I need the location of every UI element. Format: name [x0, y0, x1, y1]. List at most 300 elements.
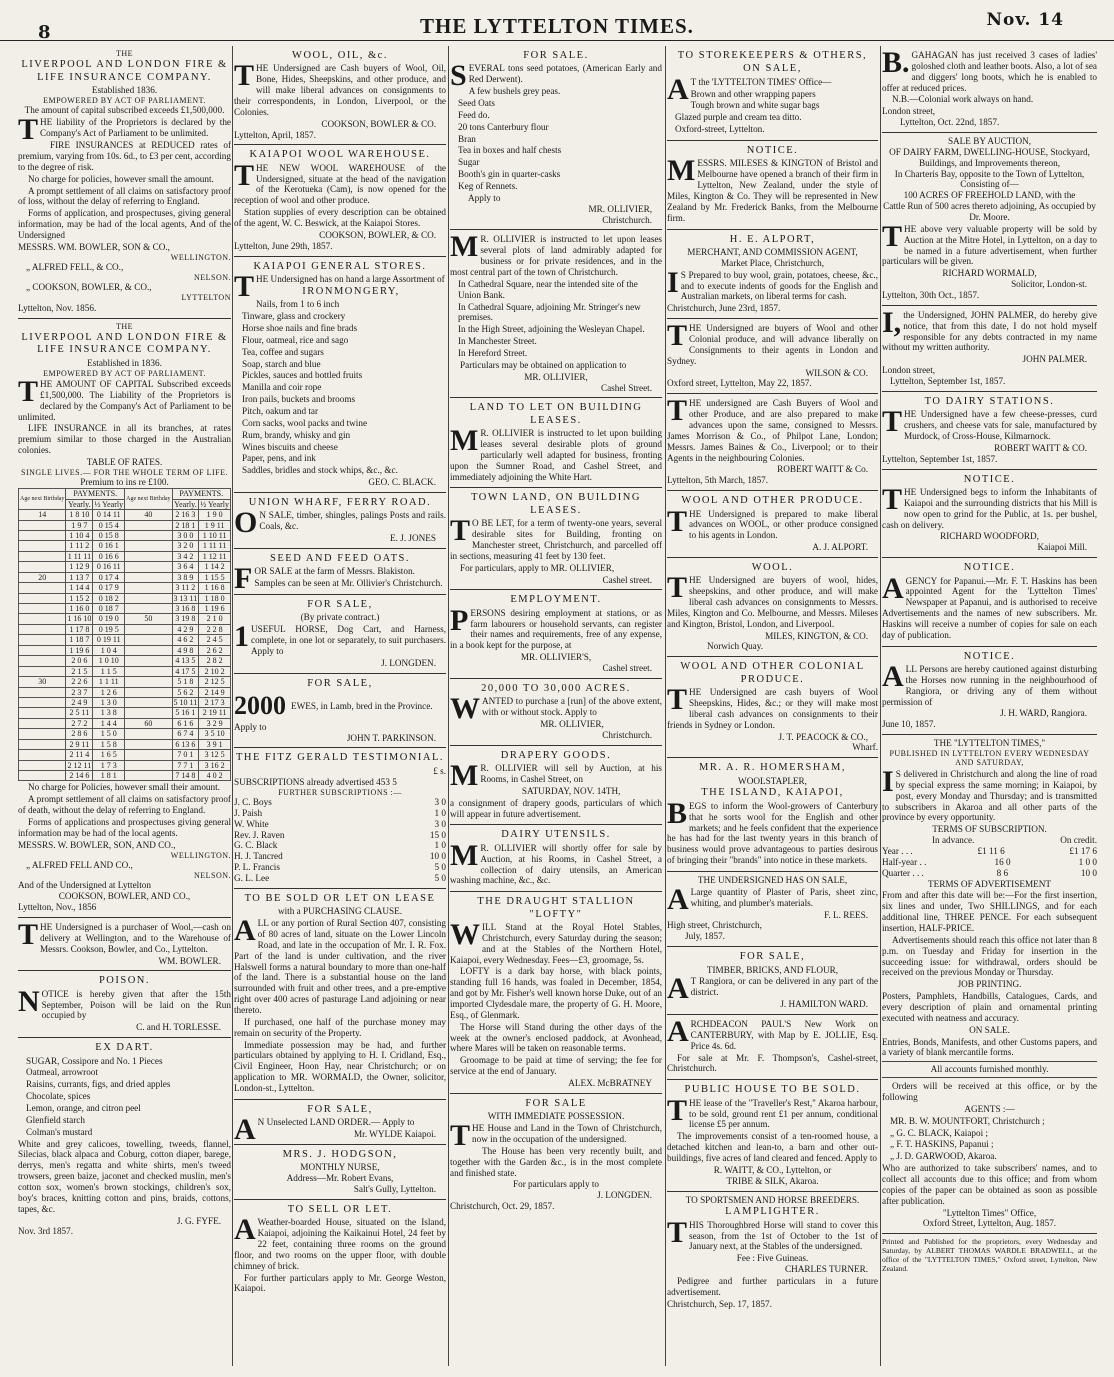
list-item: Soap, starch and blue — [242, 358, 321, 369]
rate-row — [19, 562, 231, 572]
rate-row — [19, 750, 231, 760]
rate-cell — [125, 562, 172, 572]
ad-text: MR. OLLIVIER will shortly offer for sale by Auction, at his Rooms, in Cashel Street, a collection of dairy utensils, an American washing machine, &c., &c. — [450, 838, 662, 886]
ad-subtitle: WITH IMMEDIATE POSSESSION. — [487, 1111, 625, 1122]
ad-title: H. E. ALPORT, — [729, 233, 816, 245]
insurance-ad-1 — [18, 46, 231, 319]
ad-signature: JOHN PALMER. — [1022, 354, 1087, 365]
auction-dairy-ad — [882, 133, 1097, 306]
column-3 — [450, 46, 662, 1366]
rate-cell: 1 6 5 — [93, 750, 125, 760]
list-item: Oxford-street, Lyttelton. — [675, 124, 765, 135]
ad-text: Station supplies of every description can be obtained of the agent, W. C. Beswick, at the Kaiapoi Stores. — [234, 207, 446, 229]
ad-text: For particulars apply to — [513, 1179, 599, 1190]
ad-signature: J. G. FYFE. — [176, 1215, 221, 1226]
list-item: Glazed purple and cream tea ditto. — [675, 112, 802, 123]
rate-cell: 1 2 6 — [93, 687, 125, 697]
ad-title: EX DART. — [95, 1042, 154, 1054]
ad-text: All accounts furnished monthly. — [882, 1061, 1097, 1078]
ad-text: White and grey calicoes, towelling, tweeds, flannel, Silecias, black alpaca and Coburg, cotton diaper, barege, derrys, men's regatta and white shirts, men's tweed trowsers, green baize, jaconet and checked muslin, men's cotton sox, women's brown stockings, children's sox, boy's braces, knitting cotton and pins, braids, cottons, tapes, &c. — [18, 1138, 231, 1214]
rate-cell: 2 2 6 — [66, 677, 93, 687]
table-sub: SINGLE LIVES.— FOR THE WHOLE TERM OF LIFE. — [21, 467, 228, 477]
rate-cell: 7 7 1 — [172, 760, 199, 770]
subscriber-amount: 5 0 — [434, 873, 446, 884]
ad-title: KAIAPOI WOOL WAREHOUSE. — [249, 149, 431, 161]
ad-date: Lyttelton, September 1st, 1857. — [882, 453, 998, 464]
lyttelton-times-ad — [882, 735, 1097, 1234]
rate-cell: 3 16 2 — [199, 760, 231, 770]
subscription-row — [234, 819, 446, 830]
ad-title: THE FITZ GERALD TESTIMONIAL. — [235, 752, 445, 764]
rate-cell: 6 7 4 — [172, 729, 199, 739]
rate-row — [19, 666, 231, 676]
rate-cell — [19, 635, 66, 645]
rate-cell: 2 11 4 — [66, 750, 93, 760]
ad-address: Salt's Gully, Lyttelton. — [353, 1184, 436, 1195]
rate-row — [19, 771, 231, 781]
subscriber-name: J. C. Boys — [234, 797, 272, 808]
storekeepers-ad — [667, 46, 878, 141]
ad-text: ALarge quantity of Plaster of Paris, sheet zinc, whiting, and plumber's materials. — [667, 882, 878, 916]
rate-cell — [19, 739, 66, 749]
ad-date: Oxford street, Lyttelton, May 22, 1857. — [667, 378, 812, 389]
rate-row — [19, 510, 231, 520]
rate-cell — [125, 593, 172, 603]
ad-title: FOR SALE. — [523, 50, 589, 61]
rate-cell: 0 16 6 — [93, 551, 125, 561]
ad-signature: J. H. WARD, Rangiora. — [1000, 708, 1087, 719]
rate-cell: 2 14 6 — [66, 771, 93, 781]
ad-signature: WILSON & CO. — [805, 367, 868, 378]
rate-cell: 3 4 2 — [172, 551, 199, 561]
terms-cell: 8 6 — [996, 867, 1009, 878]
ad-text: THE liability of the Proprietors is declared by the Company's Act of Parliament to be unlimited. — [18, 113, 231, 147]
rate-table-header: Yearly. — [66, 499, 93, 509]
rate-cell: 2 1 0 — [199, 614, 231, 624]
rate-cell: 2 6 2 — [199, 645, 231, 655]
list-item: Feed do. — [458, 109, 490, 120]
rate-cell — [19, 687, 66, 697]
rate-cell: 50 — [125, 614, 172, 624]
rate-cell — [125, 530, 172, 540]
rate-row — [19, 677, 231, 687]
ad-text: THE lease of the "Traveller's Rest," Akaroa harbour, to be sold, ground rent £1 per annum, conditional license £5 per annum. — [667, 1093, 878, 1130]
ad-signature: TRIBE & SILK, Akaroa. — [726, 1175, 819, 1186]
rate-cell — [125, 572, 172, 582]
agent-line: „ ALFRED FELL AND CO., — [26, 860, 133, 871]
list-item: Manilla and coir rope — [242, 382, 322, 393]
terms-cell: Quarter . . . — [882, 867, 924, 878]
ad-title: LIVERPOOL AND LONDON FIRE & LIFE INSURANCE COMPANY. — [21, 331, 228, 356]
newspaper-title: THE LYTTELTON TIMES. — [420, 14, 694, 38]
rate-cell: 4 0 2 — [199, 771, 231, 781]
ad-subtitle: TIMBER, BRICKS, AND FLOUR, — [706, 964, 839, 975]
town-land-ad — [450, 488, 662, 590]
rate-table-age-header: Age next Birthday — [125, 489, 172, 510]
list-item: Booth's gin in quarter-casks — [458, 169, 561, 180]
agent-line: MESSRS. W. BOWLER, SON, AND CO., — [18, 839, 176, 850]
colonial-produce-ad — [667, 657, 878, 758]
ad-address: London street, — [882, 365, 936, 376]
ad-text: The Horse will Stand during the other days of the week at the owner's enclosed paddock, at Avonhead, where Mares will be taken on reasonable terms. — [450, 1021, 662, 1054]
rate-cell: 2 1 5 — [66, 666, 93, 676]
terms-cell: Year . . . — [882, 845, 913, 856]
rate-cell: 1 15 5 — [199, 572, 231, 582]
ad-text: THIS Thoroughbred Horse will stand to cover this season, from the 1st of October to the 1st of January next, at the Stables of the undersigned. — [667, 1215, 878, 1252]
ad-signature: WM. BOWLER. — [158, 955, 221, 966]
plaster-ad — [667, 872, 878, 947]
ad-text: Forms of application, and prospectuses, giving general information, may be had of the local agents, And of the Undersigned — [18, 208, 231, 240]
ad-text: A prompt settlement of all claims on satisfactory proof of loss, without the delay of referring to England. — [18, 185, 231, 207]
list-item: In the High Street, adjoining the Wesleyan Chapel. — [458, 324, 645, 335]
rate-cell: 2 12 5 — [199, 677, 231, 687]
ad-address: Market Place, Christchurch, — [720, 257, 825, 268]
drapery-ad — [450, 746, 662, 826]
rate-cell: 1 13 7 — [66, 572, 93, 582]
ad-signature: ROBERT WAITT & CO. — [994, 442, 1087, 453]
ad-date: Christchurch, June 23rd, 1857. — [667, 303, 781, 314]
timber-ad — [667, 947, 878, 1015]
rate-cell: 1 18 0 — [199, 593, 231, 603]
ad-subtitle: LAMPLIGHTER. — [725, 1206, 820, 1218]
rate-cell — [19, 593, 66, 603]
ad-date: Lyttelton, June 29th, 1857. — [234, 240, 333, 251]
terms-row — [882, 846, 1097, 857]
rate-row — [19, 551, 231, 561]
ad-title: KAIAPOI GENERAL STORES. — [253, 260, 427, 272]
ad-subtitle: MERCHANT, AND COMMISSION AGENT, — [687, 246, 858, 257]
rate-cell: 4 13 5 — [172, 656, 199, 666]
list-item: Lemon, orange, and citron peel — [26, 1102, 141, 1113]
sell-or-let-ad — [234, 1200, 446, 1299]
terms-header: On credit. — [1060, 835, 1097, 846]
ad-address: Address—Mr. Robert Evans, — [286, 1173, 394, 1184]
ad-date: Lyttelton, Oct. 22nd, 1857. — [900, 117, 1000, 128]
rate-row — [19, 614, 231, 624]
rate-cell: 1 17 8 — [66, 624, 93, 634]
ad-title: SALE BY AUCTION, — [947, 136, 1032, 147]
ad-title: THE UNDERSIGNED HAS ON SALE, — [697, 875, 848, 886]
stallion-ad — [450, 892, 662, 1094]
rate-cell: 2 8 2 — [199, 656, 231, 666]
table-title: TABLE OF RATES. — [86, 457, 163, 468]
ad-text: a consignment of drapery goods, particulars of which will appear in future advertisement. — [450, 797, 662, 819]
rate-cell — [125, 739, 172, 749]
imprint — [882, 1234, 1097, 1278]
ad-date: Lyttelton, September 1st, 1857. — [890, 376, 1006, 387]
ad-signature: Christchurch. — [602, 214, 652, 225]
ad-title: DRAPERY GOODS. — [500, 749, 612, 761]
list-item: Glenfield starch — [26, 1114, 85, 1125]
ad-text: AGENCY for Papanui.—Mr. F. T. Haskins has been appointed Agent for the 'Lyttelton Times' Newspaper at Papanui, and is authorised to receive Advertisements and the names of new subscribers. Mr. Haskins will receive a number of copies for sale on each day of publication. — [882, 571, 1097, 640]
rate-cell: 0 18 7 — [93, 604, 125, 614]
rate-cell: 1 1 5 — [93, 666, 125, 676]
dairy-stations-ad — [882, 392, 1097, 470]
rate-cell: 4 17 5 — [172, 666, 199, 676]
list-item: Corn sacks, wool packs and twine — [242, 417, 368, 428]
terms-cell: 16 0 — [994, 856, 1011, 867]
rate-cell — [19, 530, 66, 540]
mileses-notice-ad — [667, 141, 878, 230]
ad-signature: MR. OLLIVIER'S, — [520, 652, 592, 663]
ad-text: TO BE LET, for a term of twenty-one years, several desirable sites for Building, fronting on Manchester street, Christchurch, and parcelled off in sections, measuring 41 feet by 130 feet. — [450, 514, 662, 561]
ad-date: Lyttelton, 5th March, 1857. — [667, 475, 769, 486]
palmer-notice-ad — [882, 306, 1097, 392]
rate-row — [19, 687, 231, 697]
ad-text: ALL or any portion of Rural Section 407, consisting of 80 acres of land, situate on the Lower Lincoln Road, and late in the occupation of Mr. I. R. Fox. Part of the land is under cultivation, and the river Halswell forms a natural boundary to more than one-half of the land. There is a substantial house on the land surrounded with fruit and other trees, and a pre-emptive right over 400 acres of pasturage Land adjoining or near thereto. — [234, 914, 446, 1015]
ad-subtitle: PUBLISHED IN LYTTELTON EVERY WEDNESDAY AND SATURDAY, — [889, 749, 1090, 768]
rate-cell — [125, 697, 172, 707]
ad-text: LIFE INSURANCE in all its branches, at rates premium similar to those charged in the Australian colonies. — [18, 423, 231, 456]
rate-cell: 3 19 8 — [172, 614, 199, 624]
list-item: Nails, from 1 to 6 inch — [256, 299, 340, 310]
rate-cell: 60 — [125, 718, 172, 728]
mill-notice-ad — [882, 470, 1097, 559]
rate-cell: 1 15 2 — [66, 593, 93, 603]
rate-cell — [19, 562, 66, 572]
ad-address: Wharf. — [852, 742, 878, 753]
ad-subtitle: (By private contract.) — [300, 612, 380, 623]
ad-address: London street, — [882, 106, 936, 117]
wilson-ad — [667, 319, 878, 394]
masthead — [0, 0, 1114, 41]
ad-text: The House has been very recently built, and together with the Garden &c., is in the most complete and finished state. — [450, 1145, 662, 1178]
seed-oats-ad — [234, 549, 446, 595]
rate-cell — [19, 551, 66, 561]
rate-cell: 0 14 11 — [93, 510, 125, 520]
ad-text: Apply to — [468, 192, 501, 203]
rate-cell — [125, 656, 172, 666]
ad-line: EMPOWERED BY ACT OF PARLIAMENT. — [43, 368, 206, 378]
ad-text: BEGS to inform the Wool-growers of Canterbury that he sorts wool for the English and other markets; and he feels confident that the experience he has had for the last twenty years in this branch of business would prove advantageous to parties desirous of bringing their "brands" into notice in these markets. — [667, 796, 878, 866]
rate-cell — [125, 729, 172, 739]
ad-signature: ALEX. McBRATNEY — [568, 1078, 652, 1088]
ad-title: TO STOREKEEPERS & OTHERS, — [677, 50, 868, 61]
ad-text: 1USEFUL HORSE, Dog Cart, and Harness, complete, in one lot or separately, to suit purchasers. Apply to — [234, 620, 446, 656]
rate-cell — [125, 666, 172, 676]
rate-cell: 2 0 6 — [66, 656, 93, 666]
rate-row — [19, 572, 231, 582]
ad-title: DAIRY UTENSILS. — [501, 829, 611, 841]
ad-title: NOTICE. — [963, 473, 1016, 485]
ad-subtitle: TERMS OF ADVERTISEMENT — [928, 878, 1051, 889]
rate-cell: 1 14 2 — [199, 562, 231, 572]
employment-ad — [450, 590, 662, 679]
ad-text: THE Undersigned is prepared to make liberal advances on WOOL, or other produce consigned to his agents in London. — [667, 504, 878, 541]
rate-table — [18, 488, 231, 781]
rate-cell: 3 12 5 — [199, 750, 231, 760]
rate-cell — [19, 718, 66, 728]
subscription-row — [234, 851, 446, 862]
rate-row — [19, 656, 231, 666]
ad-title: TO DAIRY STATIONS. — [924, 395, 1055, 407]
ad-title: LIVERPOOL AND LONDON FIRE & LIFE INSURANCE COMPANY. — [21, 59, 228, 83]
nurse-ad — [234, 1145, 446, 1200]
ad-text: ALL Persons are hereby cautioned against disturbing the Horses now running in the neighbourhood of Rangiora, or driving any of them without permission of — [882, 660, 1097, 707]
subscriber-name: Rev. J. Raven — [234, 829, 285, 840]
rate-cell: 4 9 8 — [172, 645, 199, 655]
rate-cell — [125, 760, 172, 770]
column-rule — [448, 46, 449, 1366]
ad-signature: ROBERT WAITT & Co. — [777, 464, 868, 475]
ad-text: THE Undersigned have a few cheese-presses, curd crushers, and cheese vats for sale, manufactured by Murdock, of Cross-House, Kilmarnock. — [882, 405, 1097, 442]
rate-cell: 3 6 4 — [172, 562, 199, 572]
ad-date: Christchurch, Oct. 29, 1857. — [450, 1201, 555, 1212]
ad-signature: A. J. ALPORT. — [812, 542, 868, 553]
ad-text: B.GAHAGAN has just received 3 cases of ladies' goloshed cloth and leather boots. Also, a lot of sea and diggers' long boots, which he is enabled to offer at reduced prices. — [882, 46, 1097, 93]
terms-cell: £1 11 6 — [977, 845, 1005, 856]
ad-text: AT the 'LYTTELTON TIMES' Office— — [667, 72, 832, 106]
list-item: Tough brown and white sugar bags — [690, 100, 820, 111]
subscription-row — [234, 862, 446, 873]
rate-cell: 7 14 8 — [172, 771, 199, 781]
ad-title: FOR SALE, — [307, 1103, 373, 1115]
list-item: Tinware, glass and crockery — [242, 311, 346, 322]
ad-text: THE above very valuable property will be sold by Auction at the Mitre Hotel, in Lyttelton, on a day to be named in a future advertisement, when further particulars will be given. — [882, 219, 1097, 267]
ewes-sale-ad — [234, 674, 446, 749]
ad-text: MR. OLLIVIER is instructed to let upon building leases several desirable plots of ground particularly well adapted for business, fronting upon the Sumner Road, and Cashel Street, and immediately adjoining the White Hart. — [450, 424, 662, 482]
rate-cell: 2 8 6 — [66, 729, 93, 739]
rate-cell: 1 3 0 — [93, 697, 125, 707]
imprint-text: Printed and Published for the proprietors, every Wednesday and Saturday, by ALBERT THOMAS WARDLE BRADWELL, at the office of the "LYTTELTON TIMES," Oxford street, Lyttelton, New Zealand. — [882, 1237, 1097, 1273]
ad-pre: THE — [115, 321, 134, 331]
rate-cell — [19, 583, 66, 593]
rate-cell: 1 8 10 — [66, 510, 93, 520]
rate-cell: 0 17 4 — [93, 572, 125, 582]
ad-title: LAND TO LET ON BUILDING LEASES. — [469, 402, 643, 426]
rate-cell: 3 16 8 — [172, 604, 199, 614]
rate-cell: 1 8 1 — [93, 771, 125, 781]
ad-title: TO SELL OR LET. — [287, 1203, 393, 1215]
list-item: Sugar — [458, 157, 480, 168]
ad-text: For further particulars apply to Mr. George Weston, Kaiapoi. — [234, 1272, 446, 1294]
rate-row — [19, 541, 231, 551]
ad-text: Fee : Five Guineas. — [736, 1253, 809, 1264]
subscriber-name: W. White — [234, 818, 269, 829]
subscription-further: FURTHER SUBSCRIPTIONS :— — [278, 787, 402, 797]
ad-signature: R. WAITT, & CO., Lyttelton, or — [713, 1164, 832, 1175]
rate-cell: 1 19 6 — [199, 604, 231, 614]
rate-row — [19, 635, 231, 645]
rate-cell: 1 12 9 — [66, 562, 93, 572]
ad-title: THE DRAUGHT STALLION "LOFTY" — [477, 896, 635, 920]
wool-produce-ad — [667, 491, 878, 558]
subscriber-amount: 3 0 — [434, 818, 446, 829]
ad-text: LOFTY is a dark bay horse, with black points, standing full 16 hands, was foaled in December, 1854, and got by Mr. Fisher's well known horse Duke, out of an imported Clydesdale mare, the property of G. H. Moore, Esq., of Glenmark. — [450, 966, 662, 1020]
rate-cell — [19, 771, 66, 781]
rate-cell: 1 14 4 — [66, 583, 93, 593]
ad-title: TO BE SOLD OR LET ON LEASE — [244, 892, 436, 904]
ollivier-leases-ad — [450, 230, 662, 398]
issue-date: Nov. 14 — [986, 10, 1064, 30]
ad-text: THE House and Land in the Town of Christchurch, now in the occupation of the undersigned. — [450, 1119, 662, 1153]
ad-address: Norwich Quay. — [707, 641, 764, 652]
rate-row — [19, 530, 231, 540]
rate-cell: 1 0 4 — [93, 645, 125, 655]
rate-cell: 2 12 11 — [67, 760, 92, 770]
ad-date: June 10, 1857. — [882, 719, 936, 730]
column-rule — [232, 46, 233, 1366]
horses-notice-ad — [882, 647, 1097, 736]
page-number: 8 — [38, 22, 51, 43]
list-item: Raisins, currants, figs, and dried apples — [26, 1079, 171, 1090]
rate-cell: 4 6 2 — [172, 635, 199, 645]
rate-cell: 2 16 3 — [172, 510, 199, 520]
ad-title: NOTICE. — [746, 145, 799, 157]
rate-cell: 1 10 11 — [199, 530, 231, 540]
rate-cell: 0 18 2 — [93, 593, 125, 603]
list-item: Iron pails, buckets and brooms — [242, 394, 356, 405]
ad-date: SATURDAY, NOV. 14TH, — [521, 785, 621, 796]
ad-title: WOOL AND OTHER COLONIAL PRODUCE. — [680, 661, 865, 685]
rate-cell: 2 5 11 — [66, 708, 93, 718]
subscriber-amount: 3 0 — [434, 797, 446, 808]
ad-text: For particulars, apply to MR. OLLIVIER, — [460, 562, 615, 573]
rate-cell: 0 15 4 — [93, 520, 125, 530]
rate-cell: 2 10 2 — [199, 666, 231, 676]
land-order-ad — [234, 1100, 446, 1145]
rate-row — [19, 604, 231, 614]
list-item: Brown and other wrapping papers — [690, 88, 816, 99]
column-4 — [667, 46, 878, 1366]
agent-place: NELSON. — [193, 272, 231, 282]
ad-signature: RICHARD WOODFORD, — [940, 531, 1039, 542]
list-item: „ F. T. HASKINS, Papanui ; — [890, 1139, 994, 1150]
rate-cell: 1 5 0 — [93, 729, 125, 739]
column-rule — [880, 46, 881, 1366]
ad-text: PERSONS desiring employment at stations, or as farm labourers or household servants, can register their names and requirements, free of any expense, in a book kept for the purpose, at — [450, 603, 662, 651]
subscriber-name: P. L. Francis — [234, 862, 280, 873]
list-item: In Cathedral Square, adjoining Mr. Stringer's new premises. — [458, 301, 641, 323]
rate-cell: 5 6 2 — [172, 687, 199, 697]
subscriber-amount: 1 0 — [434, 840, 446, 851]
ad-text: NOTICE is hereby given that after the 15th September, Poison will be laid on the Run occupied by — [18, 984, 231, 1021]
list-item: 20 tons Canterbury flour — [458, 121, 549, 132]
rate-cell: 0 19 5 — [93, 624, 125, 634]
list-item: Colman's mustard — [26, 1126, 93, 1137]
ad-text: Posters, Pamphlets, Handbills, Catalogues, Cards, and every description of plain and ornamental printing executed with neatness and accuracy. — [882, 991, 1097, 1023]
dairy-utensils-ad — [450, 825, 662, 892]
ad-subtitle: JOB PRINTING. — [957, 979, 1022, 990]
rate-table-header: PAYMENTS. — [172, 489, 230, 499]
ad-subtitle: Cattle Run of 500 acres thereto adjoining, As occupied by Dr. Moore. — [883, 201, 1096, 223]
ad-text: MR. OLLIVIER is instructed to let upon leases several plots of land admirably adapted for business or for private residences, and in the most central part of the town of Christchurch. — [450, 230, 662, 277]
rate-cell: 3 11 2 — [172, 583, 199, 593]
terms-cell: 1 0 0 — [1078, 856, 1097, 867]
ad-signature: J. HAMILTON WARD. — [780, 999, 868, 1010]
ad-title: 20,000 TO 30,000 ACRES. — [481, 682, 631, 694]
list-item: Pitch, oakum and tar — [242, 405, 319, 416]
ad-signature: Cashel Street. — [600, 382, 652, 393]
ad-title: EMPLOYMENT. — [510, 594, 602, 606]
list-item: Tea, coffee and sugars — [242, 346, 324, 357]
terms-cell: £1 17 6 — [1069, 845, 1097, 856]
agent-line: MESSRS. WM. BOWLER, SON & CO., — [18, 241, 170, 252]
ad-signature: COOKSON, BOWLER & CO. — [321, 118, 436, 129]
acres-wanted-ad — [450, 679, 662, 746]
rate-row — [19, 520, 231, 530]
rate-cell — [125, 677, 172, 687]
ad-text: THE AMOUNT OF CAPITAL Subscribed exceeds £1,500,000. The Liability of the Proprietors is declared by the Company's Act of Parliament to be unlimited. — [18, 375, 231, 422]
subscription-row — [234, 797, 446, 808]
rate-cell: 1 3 8 — [93, 708, 125, 718]
rate-cell: 1 7 3 — [93, 760, 125, 770]
list-item: Bran — [458, 133, 476, 144]
rate-cell: 7 0 1 — [172, 750, 199, 760]
ad-text: THE Undersigned are Cash buyers of Wool, Oil, Bone, Hides, Sheepskins, and other produce, and will make liberal advances on consignments to their correspondents, in London, Liverpool, or the Colonies. — [234, 59, 446, 117]
subscriber-amount: 5 0 — [434, 862, 446, 873]
ad-text: THE Undersigned are buyers of wool, hides, sheepskins, and other produce, and will make liberal cash advances on consignments to Messrs. Miles, Kington and Co. Melbourne, and Messrs. Mileses and Kington, Bristol, London, and Liverpool. — [667, 571, 878, 629]
